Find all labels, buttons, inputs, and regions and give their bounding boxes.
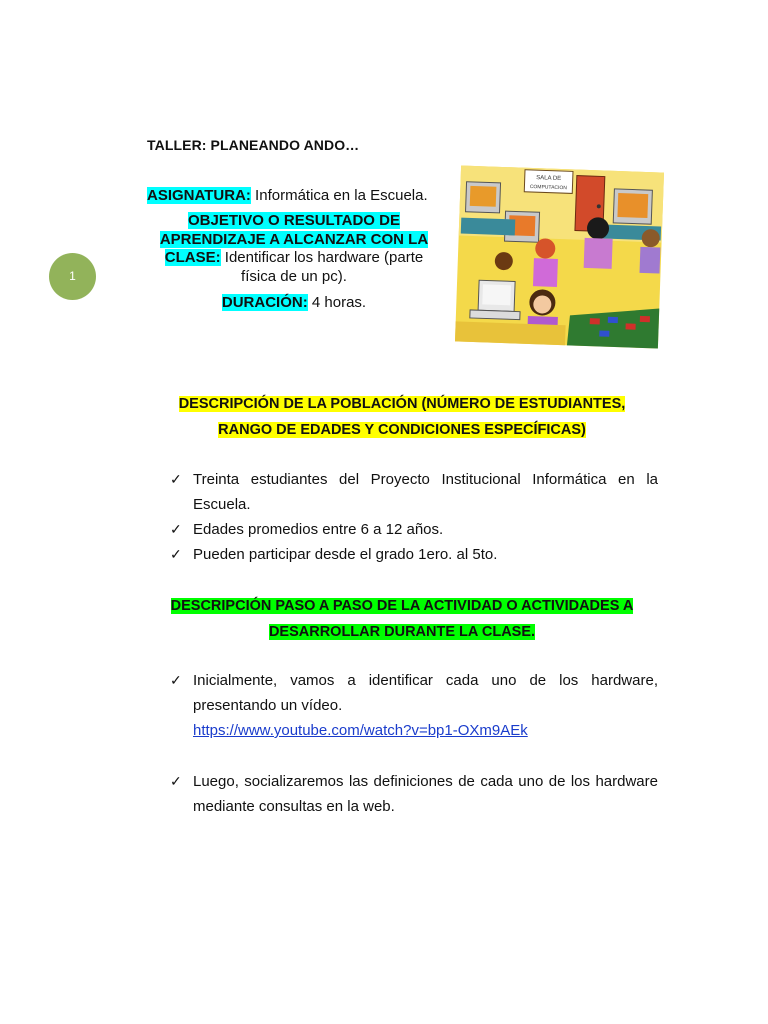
checkmark-icon: ✓ — [170, 672, 182, 688]
sign-text-line2: COMPUTACION — [529, 183, 568, 192]
actividades-heading-line1: DESCRIPCIÓN PASO A PASO DE LA ACTIVIDAD O ACTIVIDADES A — [170, 598, 634, 614]
list-item — [170, 467, 658, 517]
sign-text-line1: SALA DE — [536, 175, 562, 183]
duracion-value: 4 horas. — [307, 294, 367, 311]
duracion-label: DURACIÓN: — [221, 294, 308, 311]
asignatura-value: Informática en la Escuela. — [250, 187, 428, 204]
asignatura-line — [147, 187, 428, 204]
checkmark-icon: ✓ — [170, 521, 182, 537]
poblacion-item-2: Edades promedios entre 6 a 12 años. — [193, 521, 444, 538]
list-item — [170, 517, 658, 542]
checkmark-icon: ✓ — [170, 773, 182, 789]
page-number-badge: 1 — [49, 253, 96, 300]
objetivo-block — [148, 212, 440, 286]
asignatura-label: ASIGNATURA: — [147, 187, 251, 204]
list-item — [170, 769, 658, 819]
actividades-heading-line2: DESARROLLAR DURANTE LA CLASE. — [268, 624, 536, 640]
objetivo-value: Identificar los hardware (parte física de un pc). — [220, 249, 424, 285]
actividades-list-2 — [170, 769, 658, 819]
poblacion-heading-line1: DESCRIPCIÓN DE LA POBLACIÓN (NÚMERO DE ESTUDIANTES, — [178, 396, 626, 412]
duracion-line — [148, 294, 440, 311]
list-item — [170, 542, 658, 567]
poblacion-heading — [148, 391, 656, 443]
actividades-item-1: Inicialmente, vamos a identificar cada uno de los hardware, presentando un vídeo. — [193, 672, 658, 714]
actividades-item-2: Luego, socializaremos las definiciones de cada uno de los hardware mediante consultas en la web. — [193, 773, 658, 815]
page-title: TALLER: PLANEANDO ANDO… — [147, 137, 360, 153]
youtube-video-link[interactable]: https://www.youtube.com/watch?v=bp1-OXm9AEk — [193, 722, 528, 739]
actividades-list — [170, 668, 658, 743]
poblacion-list — [170, 467, 658, 567]
objetivo-label: OBJETIVO O RESULTADO DE APRENDIZAJE A ALCANZAR CON LA CLASE: — [159, 212, 429, 266]
poblacion-heading-line2: RANGO DE EDADES Y CONDICIONES ESPECÍFICAS) — [218, 422, 586, 438]
actividades-heading — [148, 593, 656, 645]
poblacion-item-1: Treinta estudiantes del Proyecto Institucional Informática en la Escuela. — [193, 471, 658, 513]
checkmark-icon: ✓ — [170, 546, 182, 562]
classroom-illustration — [452, 165, 667, 349]
checkmark-icon: ✓ — [170, 471, 182, 487]
list-item — [170, 668, 658, 743]
poblacion-item-3: Pueden participar desde el grado 1ero. al 5to. — [193, 546, 498, 563]
